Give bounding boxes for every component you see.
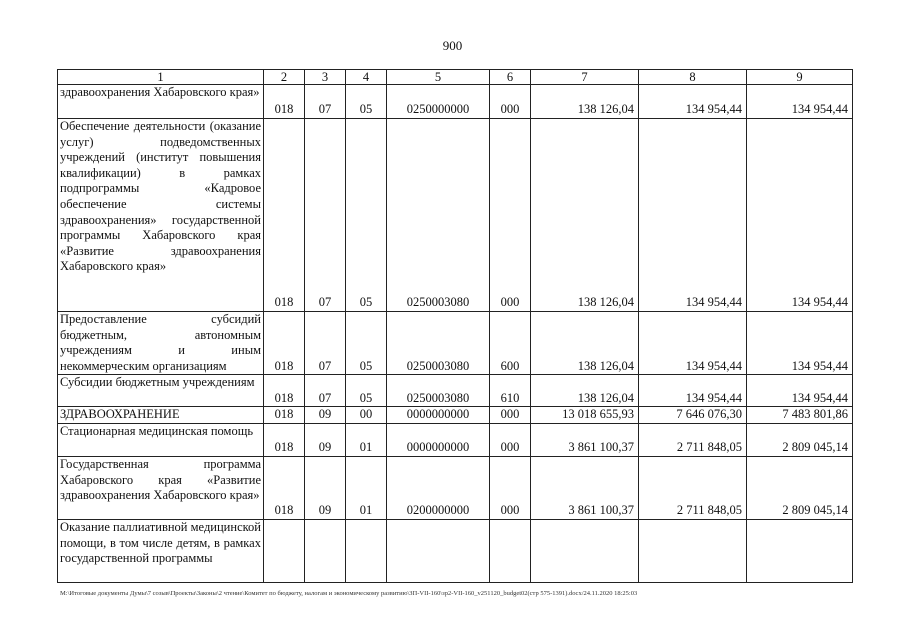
row-name: Государственная программа Хабаровского края «Развитие здравоохранения Хабаровского края»	[58, 456, 264, 519]
cell-c7: 138 126,04	[531, 312, 639, 375]
cell-c6: 610	[490, 375, 531, 407]
page-number: 900	[442, 38, 463, 53]
row-name: здравоохранения Хабаровского края»	[58, 85, 264, 119]
table-header-row	[58, 70, 853, 85]
cell-c3: 09	[305, 407, 346, 424]
cell-c2	[264, 519, 305, 582]
cell-c5: 0250003080	[387, 375, 490, 407]
cell-c6	[490, 519, 531, 582]
cell-c7: 3 861 100,37	[531, 456, 639, 519]
cell-c6: 000	[490, 85, 531, 119]
cell-c2: 018	[264, 407, 305, 424]
column-header: 2	[264, 70, 305, 85]
column-header: 8	[639, 70, 747, 85]
column-header: 4	[346, 70, 387, 85]
cell-c2: 018	[264, 119, 305, 312]
cell-c4: 01	[346, 456, 387, 519]
column-header: 1	[58, 70, 264, 85]
column-header: 3	[305, 70, 346, 85]
cell-c5: 0250000000	[387, 85, 490, 119]
cell-c7: 138 126,04	[531, 119, 639, 312]
cell-c2: 018	[264, 423, 305, 456]
table-row	[58, 85, 853, 119]
row-name: ЗДРАВООХРАНЕНИЕ	[58, 407, 264, 424]
row-name: Предоставление субсидий бюджетным, автономным учреждениям и иным некоммерческим организациям	[58, 312, 264, 375]
cell-c6: 000	[490, 423, 531, 456]
cell-c5	[387, 519, 490, 582]
cell-c9: 134 954,44	[747, 312, 853, 375]
cell-c9: 134 954,44	[747, 85, 853, 119]
cell-c7: 13 018 655,93	[531, 407, 639, 424]
cell-c5: 0000000000	[387, 423, 490, 456]
cell-c5: 0200000000	[387, 456, 490, 519]
cell-c2: 018	[264, 85, 305, 119]
cell-c9: 134 954,44	[747, 119, 853, 312]
cell-c5: 0250003080	[387, 119, 490, 312]
cell-c6: 000	[490, 119, 531, 312]
column-header: 5	[387, 70, 490, 85]
cell-c9: 134 954,44	[747, 375, 853, 407]
cell-c9: 2 809 045,14	[747, 456, 853, 519]
cell-c6: 000	[490, 456, 531, 519]
cell-c7: 138 126,04	[531, 375, 639, 407]
table-row	[58, 423, 853, 456]
cell-c9	[747, 519, 853, 582]
table-row	[58, 119, 853, 312]
cell-c4: 05	[346, 312, 387, 375]
row-name: Оказание паллиативной медицинской помощи, в том числе детям, в рамках государственной программы	[58, 519, 264, 582]
table-row	[58, 456, 853, 519]
row-name: Обеспечение деятельности (оказание услуг) подведомственных учреждений (институт повышения квалификации) в рамках подпрограммы «Кадровое обеспечение системы здравоохранения» государственной программы Хабаровского края «Развитие здравоохранения Хабаровского края»	[58, 119, 264, 312]
cell-c7: 138 126,04	[531, 85, 639, 119]
cell-c2: 018	[264, 375, 305, 407]
cell-c6: 000	[490, 407, 531, 424]
cell-c5: 0250003080	[387, 312, 490, 375]
cell-c4: 00	[346, 407, 387, 424]
column-header: 6	[490, 70, 531, 85]
row-name: Субсидии бюджетным учреждениям	[58, 375, 264, 407]
row-name: Стационарная медицинская помощь	[58, 423, 264, 456]
cell-c3: 09	[305, 456, 346, 519]
cell-c4: 01	[346, 423, 387, 456]
cell-c7: 3 861 100,37	[531, 423, 639, 456]
cell-c3	[305, 519, 346, 582]
table-row	[58, 312, 853, 375]
column-header: 7	[531, 70, 639, 85]
cell-c9: 2 809 045,14	[747, 423, 853, 456]
cell-c8: 7 646 076,30	[639, 407, 747, 424]
cell-c3: 07	[305, 85, 346, 119]
footer-file-path: M:\Итоговые документы Думы\7 созыв\Проекты\Законы\2 чтение\Комитет по бюджету, налогам и экономическому развитию\ЗП-VII-160\зр2-VII-160_v251120_budget02(стр 575-1391).docx/24.11.2020 18:25:03	[60, 590, 638, 597]
table-row	[58, 407, 853, 424]
cell-c8: 134 954,44	[639, 375, 747, 407]
cell-c9: 7 483 801,86	[747, 407, 853, 424]
cell-c2: 018	[264, 312, 305, 375]
cell-c3: 07	[305, 119, 346, 312]
cell-c4: 05	[346, 375, 387, 407]
cell-c3: 09	[305, 423, 346, 456]
cell-c3: 07	[305, 312, 346, 375]
cell-c4	[346, 519, 387, 582]
cell-c7	[531, 519, 639, 582]
cell-c8: 2 711 848,05	[639, 423, 747, 456]
cell-c4: 05	[346, 85, 387, 119]
cell-c4: 05	[346, 119, 387, 312]
cell-c5: 0000000000	[387, 407, 490, 424]
column-header: 9	[747, 70, 853, 85]
table-row	[58, 375, 853, 407]
cell-c8: 134 954,44	[639, 312, 747, 375]
table-row	[58, 519, 853, 582]
cell-c2: 018	[264, 456, 305, 519]
cell-c8: 134 954,44	[639, 119, 747, 312]
cell-c6: 600	[490, 312, 531, 375]
cell-c3: 07	[305, 375, 346, 407]
budget-table	[57, 69, 853, 583]
cell-c8	[639, 519, 747, 582]
cell-c8: 134 954,44	[639, 85, 747, 119]
cell-c8: 2 711 848,05	[639, 456, 747, 519]
